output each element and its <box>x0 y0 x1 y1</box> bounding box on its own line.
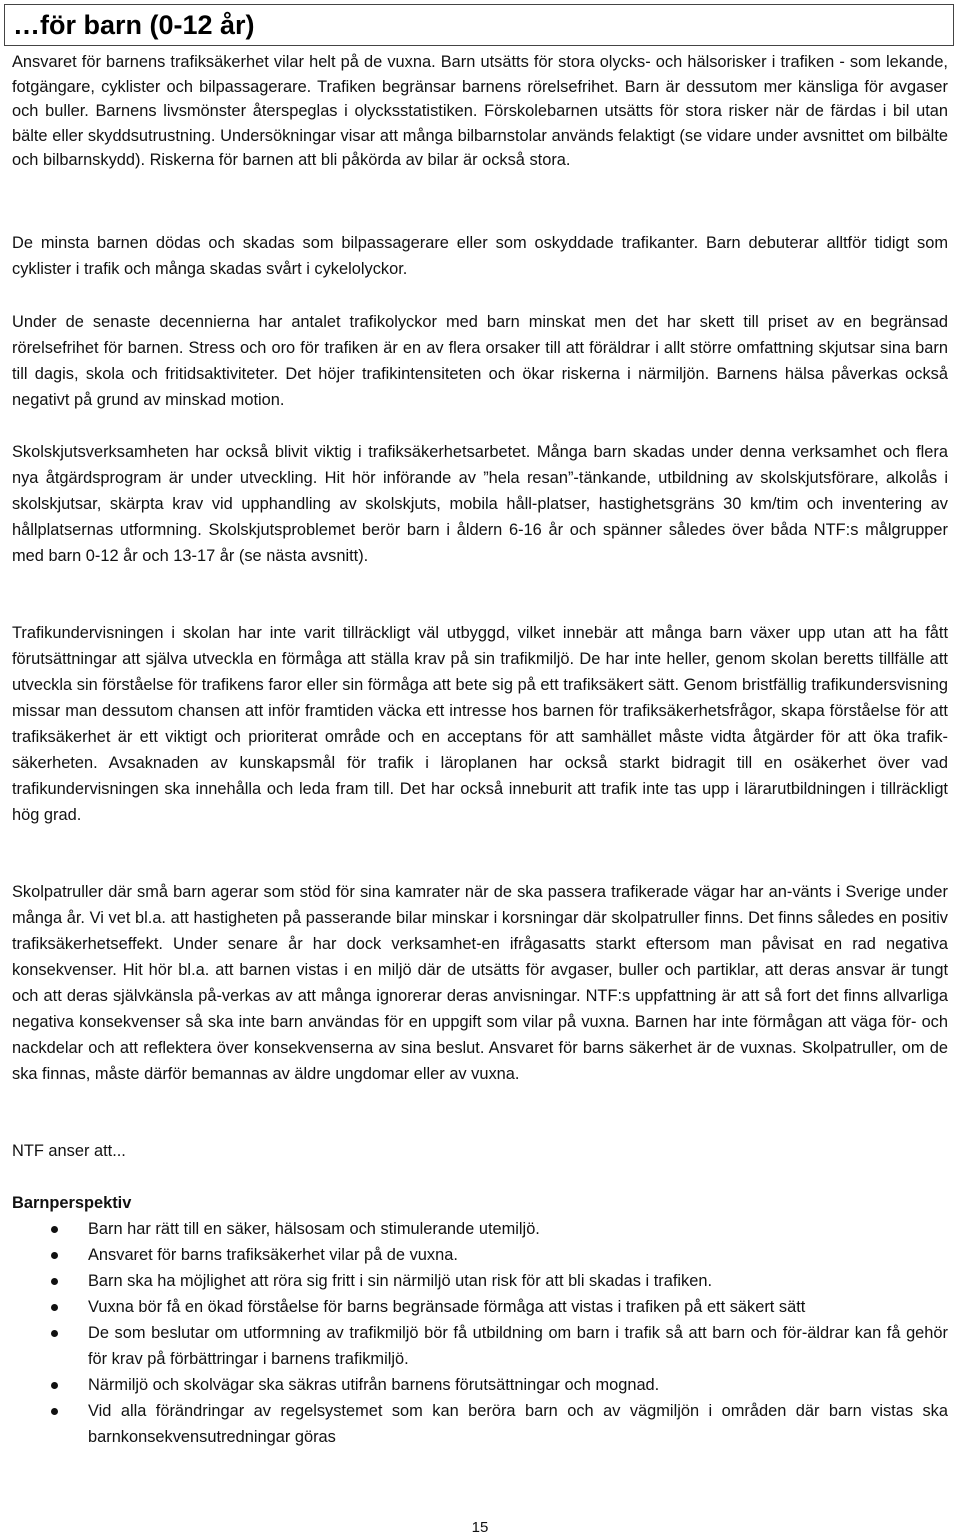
list-item <box>12 1216 948 1242</box>
paragraph-4: Trafikundervisningen i skolan har inte varit tillräckligt väl utbyggd, vilket innebär att många barn växer upp utan att ha fått förutsättningar att själva utveckla en förmåga att ställa krav på sin trafikmiljö. De har inte heller, genom skolan beretts tillfälle att utveckla sin förståelse för trafikens faror eller sin förmåga att bete sig på ett trafiksäkert sätt. Genom bristfällig trafikundersvisning missar man dessutom chansen att inför framtiden väcka ett intresse hos barnen för trafiksäkerhetsfrågor, skapa förståelse för att trafiksäkerhet är ett viktigt och prioriterat område och en acceptans för att samhället måste vidta åtgärder för att öka trafik-säkerheten. Avsaknaden av kunskapsmål för trafik i läroplanen har också starkt bidragit till en osäkerhet över vad trafikundervisningen ska innehålla och leda fram till. Det har också inneburit att trafik inte tas upp i lärarutbildningen i tillräckligt hög grad. <box>12 624 948 824</box>
list-item-text: De som beslutar om utformning av trafikmiljö bör få utbildning om barn i trafik så att barn och för-äldrar kan få gehör för krav på förbättringar i barnens trafikmiljö. <box>88 1324 948 1368</box>
list-item <box>12 1372 948 1398</box>
paragraph-5: Skolpatruller där små barn agerar som stöd för sina kamrater när de ska passera trafikerade vägar har an-vänts i Sverige under många år. Vi vet bl.a. att hastigheten på passerande bilar minskar i korsningar där skolpatruller finns. Det finns således en positiv trafiksäkerhetseffekt. Under senare år har dock verksamhet-en ifrågasatts starkt eftersom man påvisat en rad negativa konsekvenser. Hit hör bl.a. att barnen vistas i en miljö där de utsätts för avgaser, buller och partiklar, att deras ansvar är tungt och att deras självkänsla på-verkas av att många ignorerar deras anvisningar. NTF:s uppfattning är att så fort det finns allvarliga negativa konsekvenser så ska inte barn användas för en uppgift som vilar på vuxna. Barnen har inte förmågan att väga för- och nackdelar och att reflektera över konsekvenserna av sina beslut. Ansvaret för barns säkerhet är de vuxnas. Skolpatruller, om de ska finnas, måste därför bemannas av äldre ungdomar eller av vuxna. <box>12 883 948 1083</box>
intro-paragraph: Ansvaret för barnens trafiksäkerhet vilar helt på de vuxna. Barn utsätts för stora olycks- och hälsorisker i trafiken - som lekande, fotgängare, cyklister och bilpassagerare. Trafiken begränsar barnens rörelsefrihet. Barn är dessutom mer känsliga för avgaser och buller. Barnens livsmönster återspeglas i olycksstatistiken. Förskolebarnen utsätts för stora risker när de färdas i bil utan bälte eller skyddsutrustning. Undersökningar visar att många bilbarnstolar används felaktigt (se vidare under avsnittet om bilbälte och bilbarnskydd). Riskerna för barnen att bli påkörda av bilar är också stora. <box>12 53 948 169</box>
page-number: 15 <box>471 1519 489 1536</box>
bullet-icon <box>51 1278 58 1285</box>
paragraph-6: NTF anser att... <box>12 1142 126 1160</box>
bullet-list <box>12 1216 948 1450</box>
section-heading: Barnperspektiv <box>12 1194 132 1212</box>
bullet-icon <box>51 1304 58 1311</box>
list-item <box>12 1242 948 1268</box>
bullet-icon <box>51 1252 58 1259</box>
list-item-text: Barn ska ha möjlighet att röra sig fritt i sin närmiljö utan risk för att bli skadas i trafiken. <box>88 1272 713 1290</box>
bullet-icon <box>51 1330 58 1337</box>
list-item-text: Vuxna bör få en ökad förståelse för barns begränsade förmåga att vistas i trafiken på ett säkert sätt <box>88 1298 806 1316</box>
list-item <box>12 1294 948 1320</box>
paragraph-1: De minsta barnen dödas och skadas som bilpassagerare eller som oskyddade trafikanter. Barn debuterar alltför tidigt som cyklister i trafik och många skadas svårt i cykelolyckor. <box>12 234 948 278</box>
list-item-text: Barn har rätt till en säker, hälsosam och stimulerande utemiljö. <box>88 1220 540 1238</box>
bullet-icon <box>51 1226 58 1233</box>
list-item-text: Närmiljö och skolvägar ska säkras utifrån barnens förutsättningar och mognad. <box>88 1376 660 1394</box>
list-item <box>12 1398 948 1450</box>
list-item-text: Ansvaret för barns trafiksäkerhet vilar på de vuxna. <box>88 1246 458 1264</box>
paragraph-3: Skolskjutsverksamheten har också blivit viktig i trafiksäkerhetsarbetet. Många barn skadas under denna verksamhet och flera nya åtgärdsprogram är under utveckling. Hit hör införande av ”hela resan”-tänkande, utbildning av skolskjutsförare, alkolås i skolskjutsar, skärpta krav vid upphandling av skolskjuts, mobila håll-platser, hastighetsgräns 30 km/tim och inventering av hållplatsernas utformning. Skolskjutsproblemet berör barn i åldern 6-16 år och spänner således över båda NTF:s målgrupper med barn 0-12 år och 13-17 år (se nästa avsnitt). <box>12 443 948 565</box>
list-item <box>12 1320 948 1372</box>
list-item <box>12 1268 948 1294</box>
list-item-text: Vid alla förändringar av regelsystemet som kan beröra barn och av vägmiljön i områden där barn vistas ska barnkonsekvensutredningar göras <box>88 1402 948 1446</box>
bullet-icon <box>51 1382 58 1389</box>
bullet-icon <box>51 1408 58 1415</box>
paragraph-2: Under de senaste decennierna har antalet trafikolyckor med barn minskat men det har skett till priset av en begränsad rörelsefrihet för barnen. Stress och oro för trafiken är en av flera orsaker till att föräldrar i allt större omfattning skjutsar sina barn till dagis, skola och fritidsaktiviteter. Det höjer trafikintensiteten och ökar riskerna i närmiljön. Barnens hälsa påverkas också negativt på grund av minskad motion. <box>12 313 948 409</box>
page-title: …för barn (0-12 år) <box>4 4 954 46</box>
